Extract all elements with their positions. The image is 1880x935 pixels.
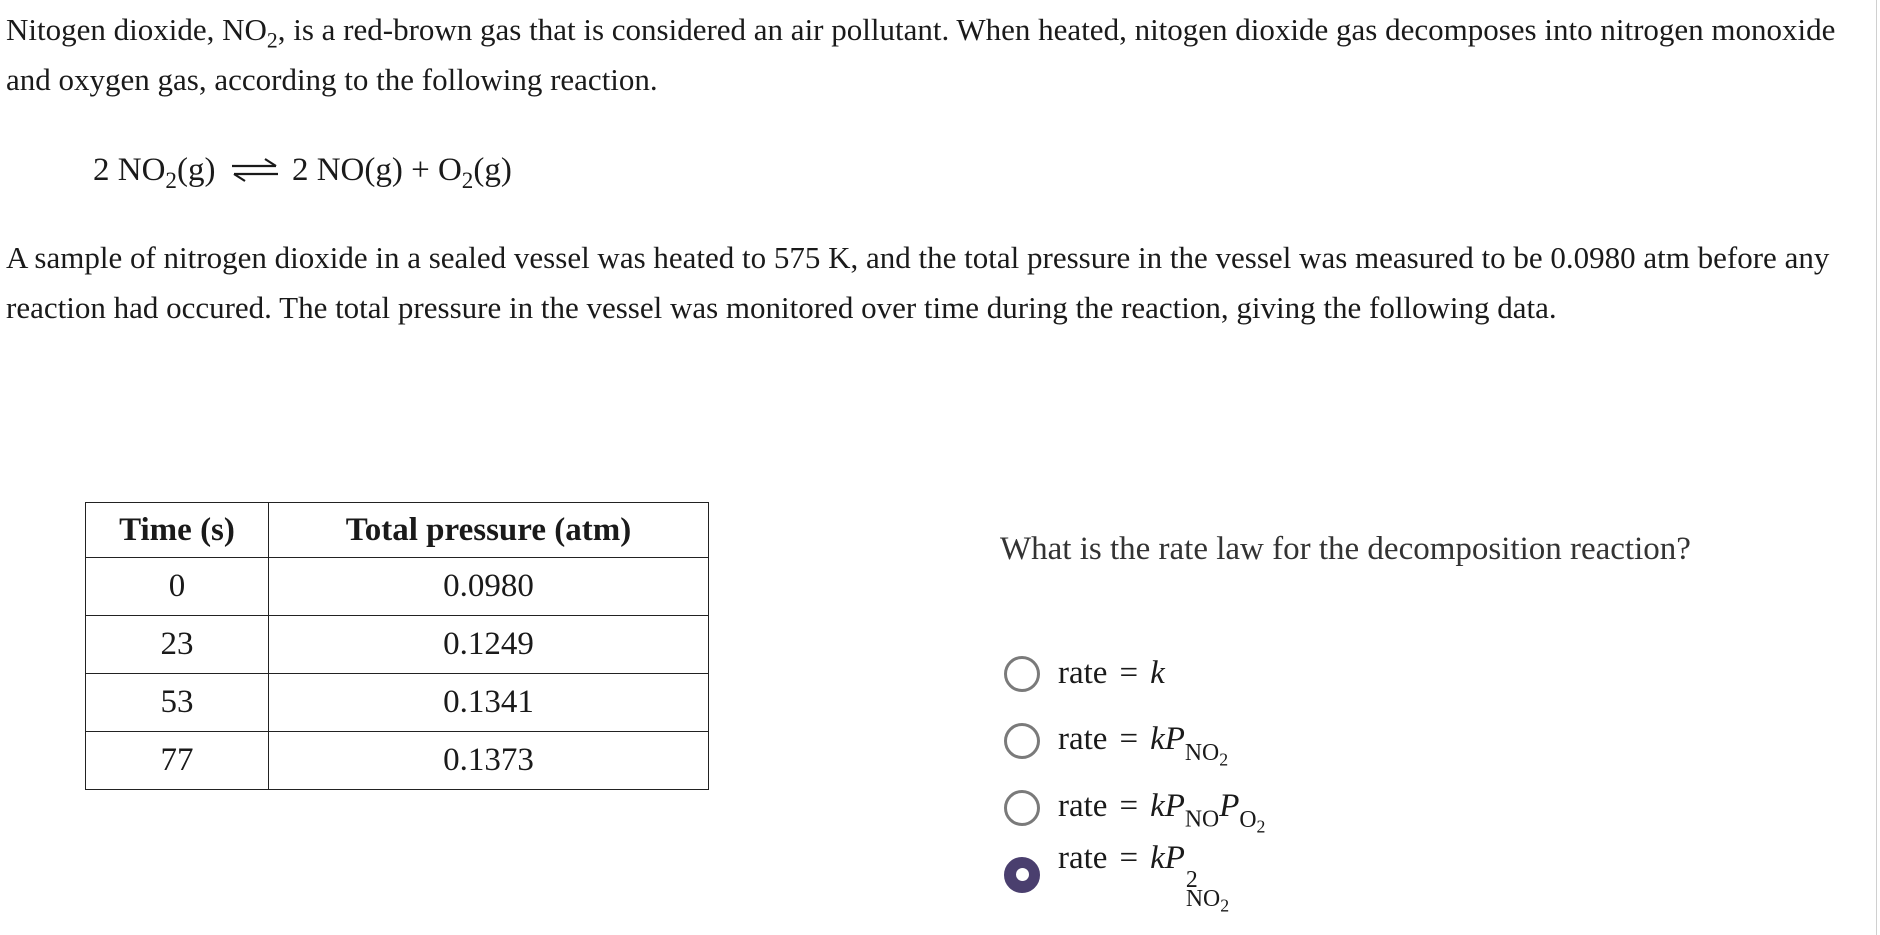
cell-time: 53 bbox=[86, 674, 269, 732]
reactant: 2 NO bbox=[93, 152, 166, 188]
equilibrium-arrow-icon bbox=[230, 158, 280, 182]
column-header-pressure: Total pressure (atm) bbox=[269, 503, 709, 558]
question-prompt: What is the rate law for the decomposition reaction? bbox=[1000, 531, 1691, 567]
cell-time: 77 bbox=[86, 732, 269, 790]
rate-constant: k bbox=[1150, 721, 1165, 758]
exponent: 2 bbox=[1185, 866, 1198, 893]
species: NO bbox=[1185, 885, 1221, 912]
radio-button[interactable] bbox=[1004, 656, 1040, 692]
reactant-state: (g) bbox=[176, 152, 216, 188]
answer-option-3[interactable] bbox=[1004, 774, 1265, 841]
species: NO bbox=[1184, 740, 1220, 767]
table-row bbox=[86, 558, 709, 616]
species-subscript: 2 bbox=[1256, 816, 1266, 837]
radio-button-selected[interactable] bbox=[1004, 857, 1040, 893]
cell-pressure: 0.1373 bbox=[269, 732, 709, 790]
rate-word: rate bbox=[1058, 721, 1108, 758]
cell-pressure: 0.1249 bbox=[269, 616, 709, 674]
cell-time: 23 bbox=[86, 616, 269, 674]
reactant-subscript: 2 bbox=[165, 167, 177, 194]
radio-button[interactable] bbox=[1004, 723, 1040, 759]
species-subscript: 2 bbox=[1219, 749, 1229, 770]
option-label bbox=[1058, 788, 1266, 837]
answer-option-1[interactable] bbox=[1004, 640, 1265, 707]
table-row bbox=[86, 732, 709, 790]
species: O bbox=[1239, 807, 1257, 834]
rate-constant: k bbox=[1150, 655, 1165, 691]
equals-sign: = bbox=[1119, 840, 1139, 877]
answer-option-4[interactable] bbox=[1004, 840, 1265, 915]
pressure-data-table bbox=[85, 502, 709, 790]
option-label bbox=[1058, 721, 1229, 770]
option-label bbox=[1058, 840, 1230, 915]
rate-constant: k bbox=[1150, 788, 1165, 825]
species: NO bbox=[1184, 807, 1220, 834]
answer-option-2[interactable] bbox=[1004, 707, 1265, 774]
table-row bbox=[86, 616, 709, 674]
rate-constant: k bbox=[1150, 840, 1165, 877]
sample-paragraph: A sample of nitrogen dioxide in a sealed vessel was heated to 575 K, and the total pressure in the vessel was measured to be 0.0980 atm before any reaction had occured. The total pressure in the vessel was monitored over time during the reaction, giving the following data. bbox=[6, 240, 1830, 325]
intro-paragraph bbox=[6, 5, 1866, 105]
rate-word: rate bbox=[1058, 788, 1108, 825]
cell-time: 0 bbox=[86, 558, 269, 616]
pressure-symbol: P bbox=[1164, 840, 1185, 877]
cell-pressure: 0.1341 bbox=[269, 674, 709, 732]
intro-text-part2: , is a red-brown gas that is considered an air pollutant. When heated, nitogen dioxide gas decomposes into nitrogen monoxide and oxygen gas, according to the following reaction. bbox=[6, 12, 1836, 97]
cell-pressure: 0.0980 bbox=[269, 558, 709, 616]
answer-options bbox=[1004, 640, 1266, 915]
pressure-subscript bbox=[1239, 807, 1266, 837]
pressure-sup-sub bbox=[1185, 866, 1230, 915]
reaction-equation bbox=[93, 145, 512, 195]
column-header-time: Time (s) bbox=[86, 503, 269, 558]
pressure-subscript bbox=[1185, 807, 1219, 833]
product-subscript: 2 bbox=[461, 167, 474, 194]
pressure-subscript bbox=[1184, 740, 1229, 770]
table-header-row bbox=[86, 503, 709, 558]
pressure-symbol: P bbox=[1164, 788, 1185, 825]
equals-sign: = bbox=[1119, 721, 1139, 758]
pressure-symbol: P bbox=[1164, 721, 1185, 758]
radio-button[interactable] bbox=[1004, 790, 1040, 826]
intro-subscript: 2 bbox=[266, 28, 278, 53]
rate-word: rate bbox=[1058, 655, 1108, 691]
products: 2 NO(g) + O bbox=[291, 152, 462, 188]
rate-word: rate bbox=[1058, 840, 1108, 877]
table-row bbox=[86, 674, 709, 732]
species-subscript: 2 bbox=[1220, 894, 1230, 915]
intro-text-part1: Nitogen dioxide, NO bbox=[6, 12, 267, 47]
equals-sign: = bbox=[1119, 788, 1139, 825]
equals-sign: = bbox=[1119, 655, 1139, 691]
pressure-subscript bbox=[1185, 885, 1230, 915]
option-label bbox=[1058, 655, 1165, 692]
pressure-symbol: P bbox=[1219, 788, 1240, 825]
product-state: (g) bbox=[473, 152, 512, 188]
